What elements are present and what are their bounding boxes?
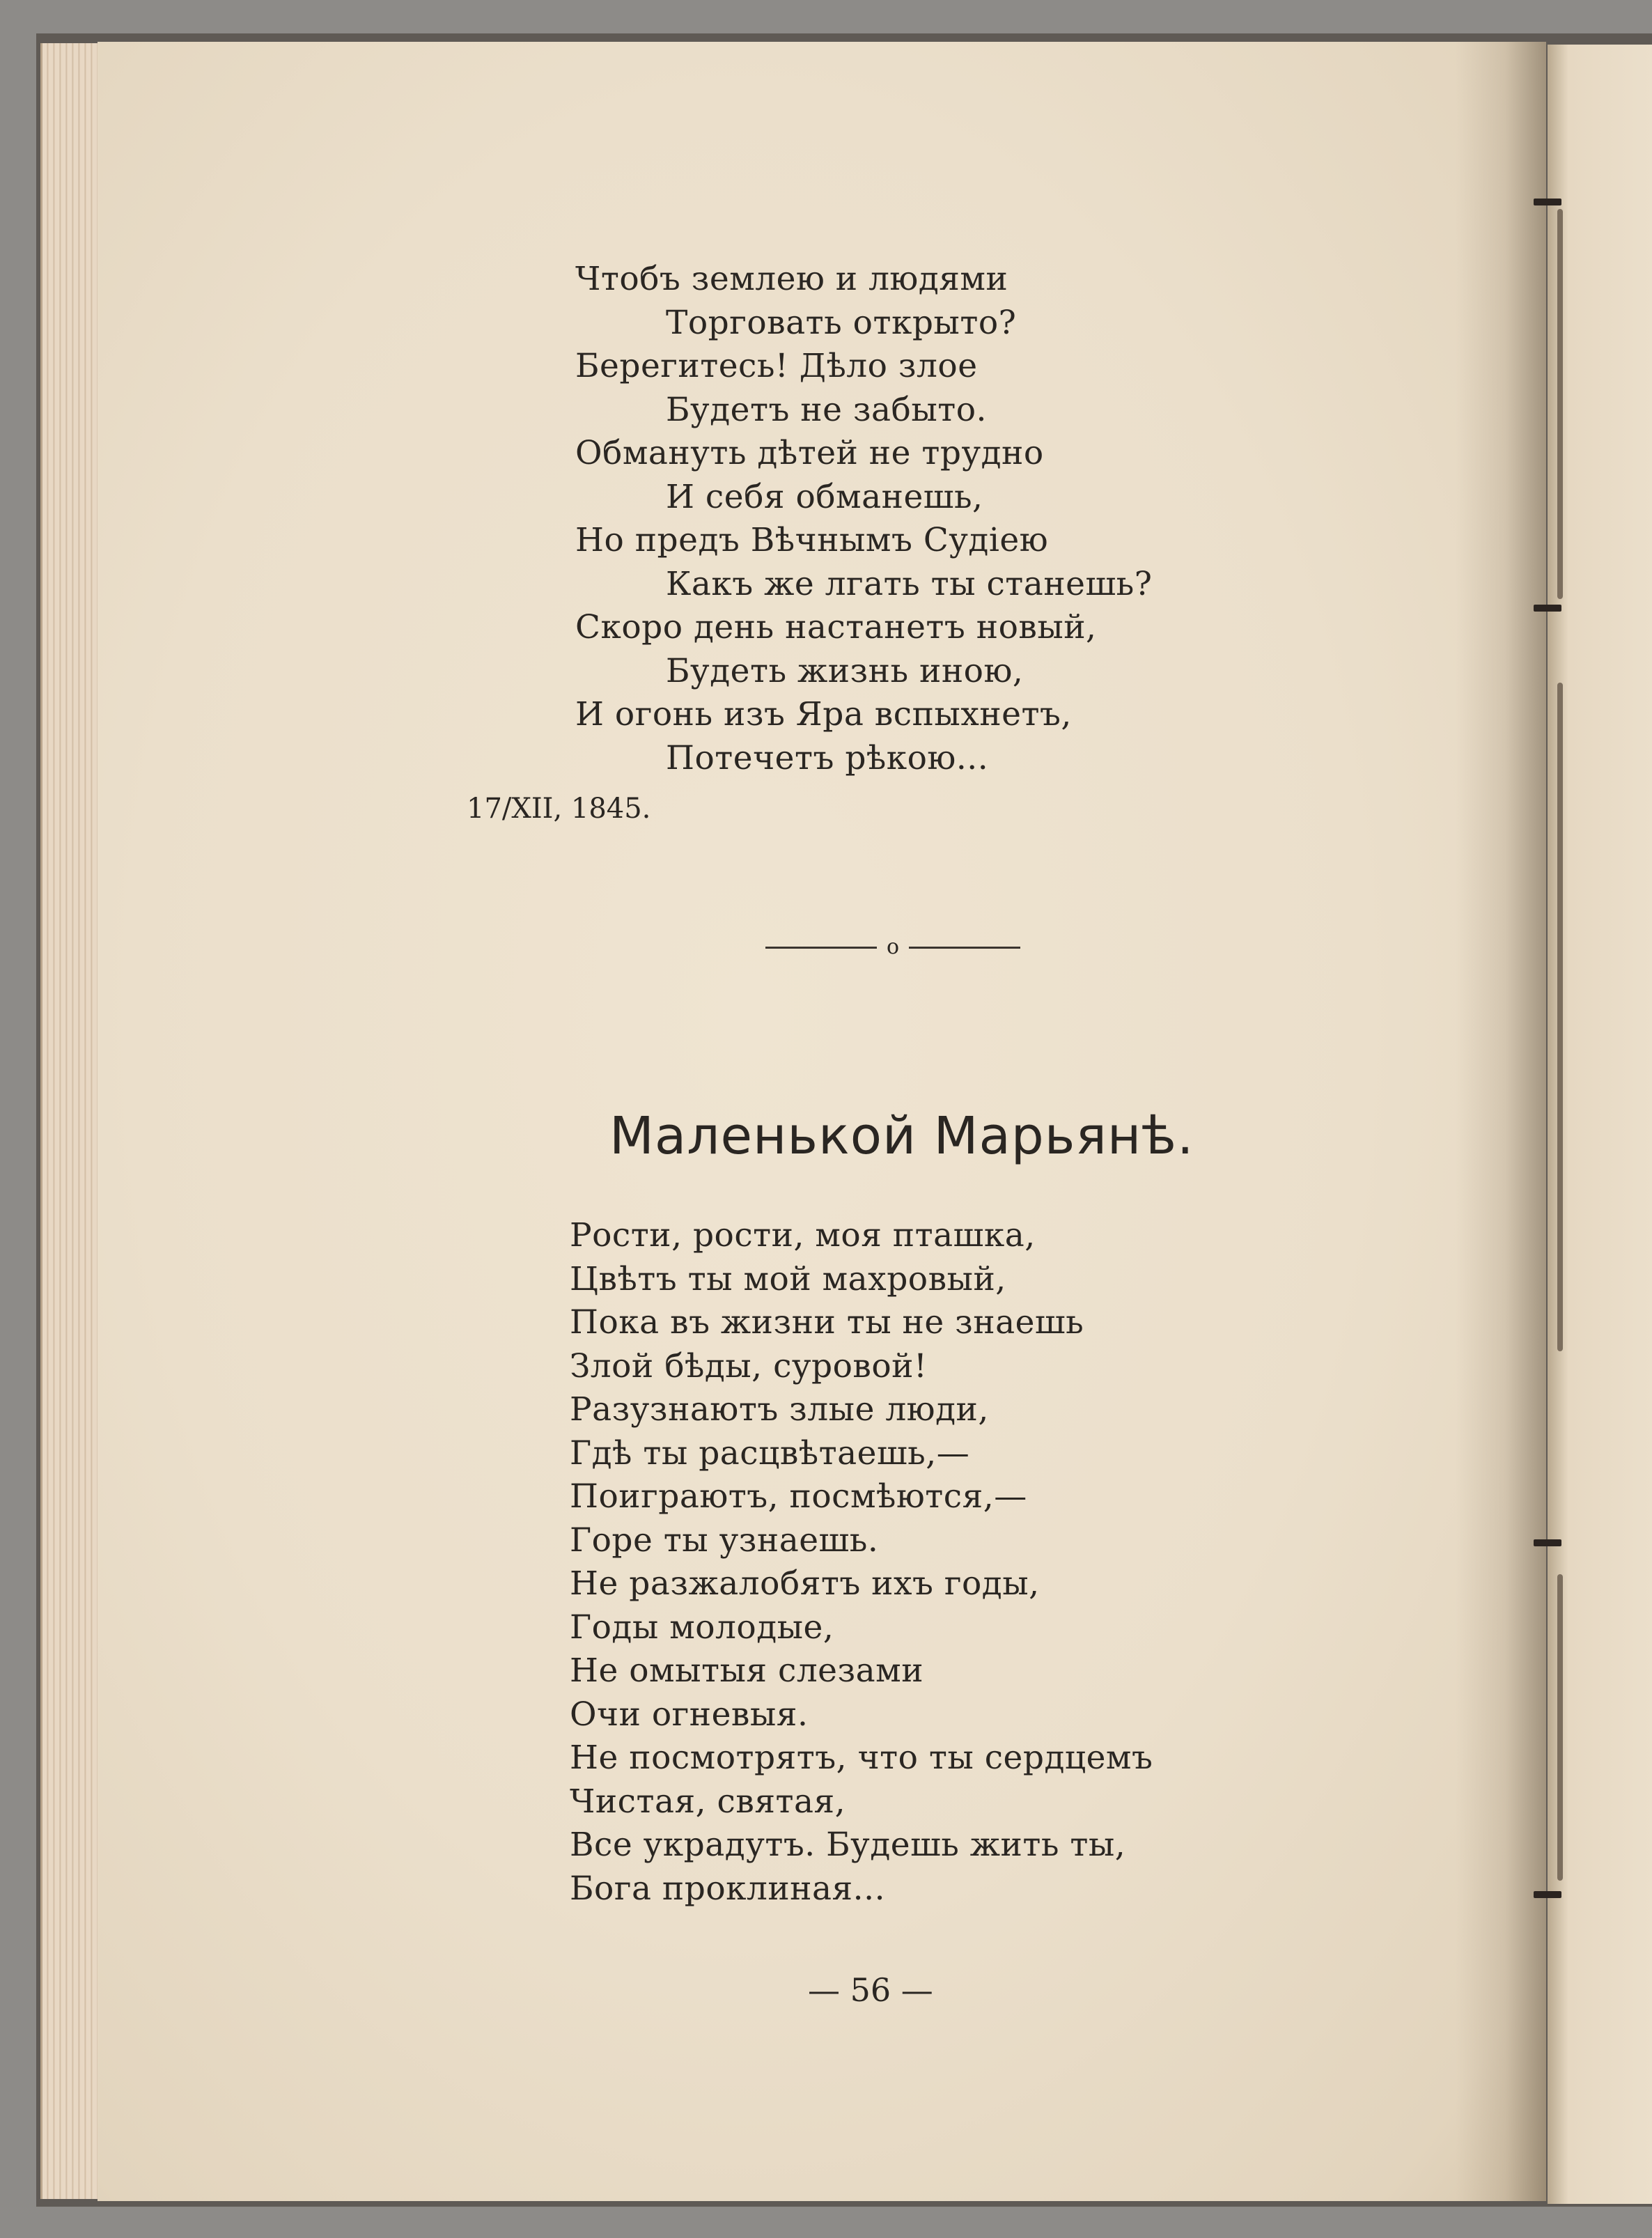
poem-line: Не омытыя слезами [570, 1652, 924, 1690]
page-gutter-shadow [1456, 42, 1546, 2201]
divider-ornament: o [886, 935, 900, 959]
poem-line: Не разжалобятъ ихъ годы, [570, 1564, 1040, 1603]
poem-line: Какъ же лгать ты станешь? [666, 564, 1153, 603]
poem-line: Будетъ не забыто. [666, 390, 987, 429]
poem-line: Пока въ жизни ты не знаешь [570, 1303, 1084, 1342]
facing-page-edge [1548, 45, 1652, 2204]
binding-stitch [1534, 199, 1561, 205]
poem-date: 17/XII, 1845. [467, 793, 651, 825]
poem-line: И себя обманешь, [666, 477, 983, 516]
poem-line: Торговать открыто? [666, 303, 1017, 342]
poem-line: Чистая, святая, [570, 1782, 846, 1821]
poem-line: Разузнаютъ злые люди, [570, 1390, 989, 1429]
divider-rule [909, 947, 1020, 949]
binding-stitch [1534, 1539, 1561, 1546]
poem-line: Не посмотрятъ, что ты сердцемъ [570, 1739, 1153, 1777]
binding-stitch [1534, 605, 1561, 612]
page-number: — 56 — [808, 1971, 933, 2009]
divider-rule [765, 947, 877, 949]
binding-cord [1557, 683, 1563, 1351]
poem-line: Скоро день настанетъ новый, [575, 608, 1097, 646]
poem-continuation [575, 258, 1152, 780]
scan-border [0, 2207, 1652, 2238]
poem-line: Злой бѣды, суровой! [570, 1346, 928, 1385]
poem-line: Бога проклиная... [570, 1869, 886, 1908]
poem-line: Будеть жизнь иною, [666, 651, 1024, 690]
binding-stitch [1534, 1891, 1561, 1898]
binding-cord [1557, 1574, 1563, 1881]
poem-body [570, 1214, 1153, 1911]
section-divider [754, 933, 1032, 961]
poem-line: Все украдутъ. Будешь жить ты, [570, 1826, 1126, 1864]
poem-line: Чтобъ землею и людями [575, 260, 1008, 298]
poem-line: Берегитесь! Дѣло злое [575, 347, 978, 385]
poem-line: Очи огневыя. [570, 1695, 809, 1734]
poem-line: Но предъ Вѣчнымъ Судіею [575, 521, 1049, 559]
poem-line: И огонь изъ Яра вспыхнетъ, [575, 695, 1072, 733]
poem-line: Гдѣ ты расцвѣтаешь,— [570, 1433, 970, 1472]
poem-line: Цвѣтъ ты мой махровый, [570, 1259, 1006, 1298]
poem-line: Обмануть дѣтей не трудно [575, 434, 1044, 472]
poem-line: Поиграютъ, посмѣются,— [570, 1477, 1027, 1516]
poem-line: Рости, рости, моя пташка, [570, 1216, 1036, 1254]
binding-cord [1557, 209, 1563, 599]
poem-title: Маленькой Марьянѣ. [609, 1106, 1194, 1166]
poem-line: Горе ты узнаешь. [570, 1521, 879, 1560]
poem-line: Потечетъ рѣкою... [666, 738, 989, 777]
poem-line: Годы молодые, [570, 1608, 834, 1647]
